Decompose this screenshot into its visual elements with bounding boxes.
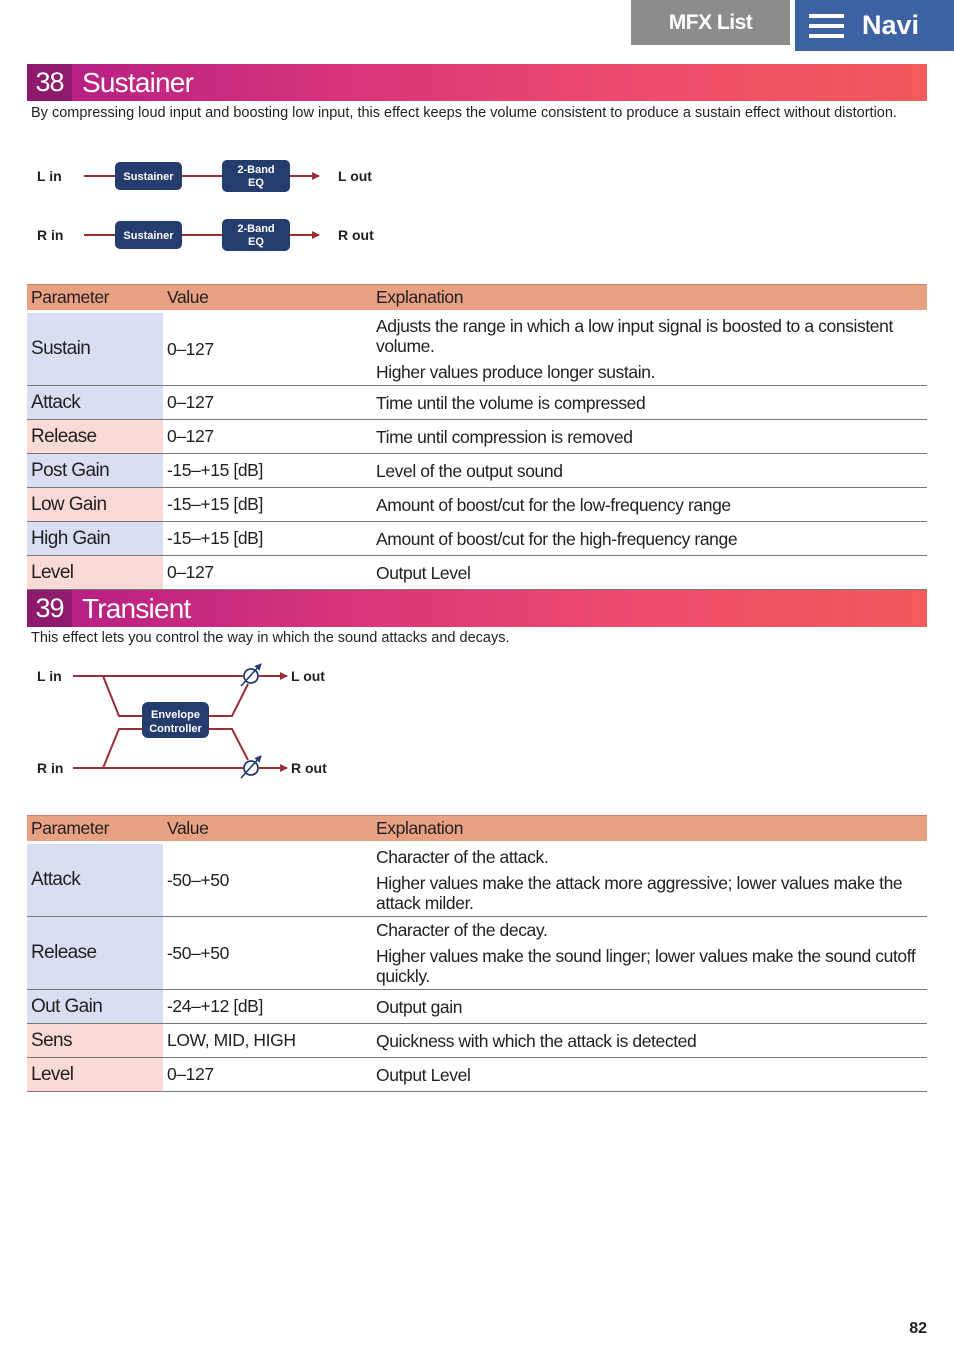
envelope-label: Envelope bbox=[151, 709, 200, 721]
param-explanation bbox=[372, 1058, 927, 1092]
section-title: Sustainer bbox=[82, 66, 194, 98]
param-value: -50–+50 bbox=[163, 843, 372, 917]
hamburger-menu-icon bbox=[809, 12, 844, 40]
eq-block-label-1: 2-Band bbox=[237, 223, 275, 235]
section-description: By compressing loud input and boosting low input, this effect keeps the volume consistent to produce a sustain effect without distortion. bbox=[31, 105, 897, 121]
param-value: -24–+12 [dB] bbox=[163, 990, 372, 1024]
header-explanation: Explanation bbox=[372, 285, 927, 312]
transient-parameter-table bbox=[27, 815, 927, 1092]
param-value: 0–127 bbox=[163, 312, 372, 386]
table-row bbox=[27, 990, 927, 1024]
param-value: -50–+50 bbox=[163, 917, 372, 990]
explanation-line: Adjusts the range in which a low input signal is boosted to a consistent volume. bbox=[376, 316, 893, 356]
table-row bbox=[27, 420, 927, 454]
header-value: Value bbox=[163, 816, 372, 843]
section-title: Transient bbox=[82, 592, 191, 624]
table-row bbox=[27, 488, 927, 522]
l-out-label: L out bbox=[338, 168, 372, 184]
r-in-label: R in bbox=[37, 760, 64, 776]
param-name: Release bbox=[27, 420, 163, 454]
section-header-transient bbox=[27, 590, 927, 627]
navi-label: Navi bbox=[862, 10, 920, 40]
eq-block-label-2: EQ bbox=[248, 177, 264, 189]
mfx-list-label: MFX List bbox=[668, 10, 753, 34]
explanation-line: Time until compression is removed bbox=[376, 426, 633, 447]
table-row bbox=[27, 522, 927, 556]
param-name: Sustain bbox=[27, 312, 163, 386]
right-channel-path bbox=[37, 219, 374, 251]
param-value: 0–127 bbox=[163, 420, 372, 454]
l-in-label: L in bbox=[37, 668, 62, 684]
explanation-line: Higher values make the sound linger; lower values make the sound cutoff quickly. bbox=[376, 946, 916, 986]
param-name: Post Gain bbox=[27, 454, 163, 488]
explanation-line: Output gain bbox=[376, 996, 463, 1017]
table-row bbox=[27, 312, 927, 386]
param-name: Out Gain bbox=[27, 990, 163, 1024]
param-name: Level bbox=[27, 556, 163, 590]
eq-block-label-2: EQ bbox=[248, 236, 264, 248]
param-name: Attack bbox=[27, 386, 163, 420]
explanation-line: Output Level bbox=[376, 562, 471, 583]
table-row bbox=[27, 1058, 927, 1092]
sustainer-block-label: Sustainer bbox=[123, 171, 174, 183]
param-explanation bbox=[372, 843, 927, 917]
explanation-line: Time until the volume is compressed bbox=[376, 392, 646, 413]
table-row bbox=[27, 556, 927, 590]
explanation-line: Level of the output sound bbox=[376, 460, 563, 481]
param-explanation bbox=[372, 990, 927, 1024]
param-name: Sens bbox=[27, 1024, 163, 1058]
param-explanation bbox=[372, 454, 927, 488]
param-explanation bbox=[372, 386, 927, 420]
transient-signal-diagram bbox=[27, 660, 387, 790]
sustainer-block-label: Sustainer bbox=[123, 230, 174, 242]
sustainer-signal-diagram bbox=[27, 150, 427, 265]
param-explanation bbox=[372, 522, 927, 556]
left-channel-path bbox=[37, 160, 372, 192]
param-explanation bbox=[372, 420, 927, 454]
param-name: Level bbox=[27, 1058, 163, 1092]
mfx-list-button[interactable] bbox=[631, 0, 790, 45]
section-description: This effect lets you control the way in which the sound attacks and decays. bbox=[31, 630, 510, 646]
param-value: LOW, MID, HIGH bbox=[163, 1024, 372, 1058]
explanation-line: Character of the decay. bbox=[376, 920, 548, 940]
header-value: Value bbox=[163, 285, 372, 312]
section-number: 39 bbox=[27, 590, 72, 627]
param-value: 0–127 bbox=[163, 386, 372, 420]
param-value: -15–+15 [dB] bbox=[163, 522, 372, 556]
param-name: High Gain bbox=[27, 522, 163, 556]
param-name: Attack bbox=[27, 843, 163, 917]
param-value: -15–+15 [dB] bbox=[163, 488, 372, 522]
explanation-line: Amount of boost/cut for the low-frequency range bbox=[376, 494, 731, 515]
param-explanation bbox=[372, 312, 927, 386]
param-value: 0–127 bbox=[163, 1058, 372, 1092]
eq-block-label-1: 2-Band bbox=[237, 164, 275, 176]
param-name: Low Gain bbox=[27, 488, 163, 522]
table-row bbox=[27, 843, 927, 917]
explanation-line: Quickness with which the attack is detected bbox=[376, 1030, 697, 1051]
param-explanation bbox=[372, 556, 927, 590]
explanation-line: Character of the attack. bbox=[376, 847, 549, 867]
table-row bbox=[27, 386, 927, 420]
r-in-label: R in bbox=[37, 227, 64, 243]
param-explanation bbox=[372, 488, 927, 522]
param-value: 0–127 bbox=[163, 556, 372, 590]
l-in-label: L in bbox=[37, 168, 62, 184]
sustainer-parameter-table bbox=[27, 284, 927, 590]
r-out-label: R out bbox=[338, 227, 374, 243]
param-value: -15–+15 [dB] bbox=[163, 454, 372, 488]
param-explanation bbox=[372, 1024, 927, 1058]
controller-label: Controller bbox=[149, 723, 202, 735]
navi-button[interactable] bbox=[795, 0, 954, 51]
page-number: 82 bbox=[909, 1320, 927, 1337]
explanation-line: Amount of boost/cut for the high-frequency range bbox=[376, 528, 738, 549]
table-row bbox=[27, 917, 927, 990]
explanation-line: Higher values produce longer sustain. bbox=[376, 362, 655, 382]
section-header-sustainer bbox=[27, 64, 927, 101]
param-name: Release bbox=[27, 917, 163, 990]
r-out-label: R out bbox=[291, 760, 327, 776]
section-number: 38 bbox=[27, 64, 72, 101]
explanation-line: Higher values make the attack more aggressive; lower values make the attack milder. bbox=[376, 873, 903, 913]
header-parameter: Parameter bbox=[27, 816, 163, 843]
param-explanation bbox=[372, 917, 927, 990]
table-row bbox=[27, 454, 927, 488]
header-parameter: Parameter bbox=[27, 285, 163, 312]
explanation-line: Output Level bbox=[376, 1064, 471, 1085]
table-row bbox=[27, 1024, 927, 1058]
header-explanation: Explanation bbox=[372, 816, 927, 843]
l-out-label: L out bbox=[291, 668, 325, 684]
